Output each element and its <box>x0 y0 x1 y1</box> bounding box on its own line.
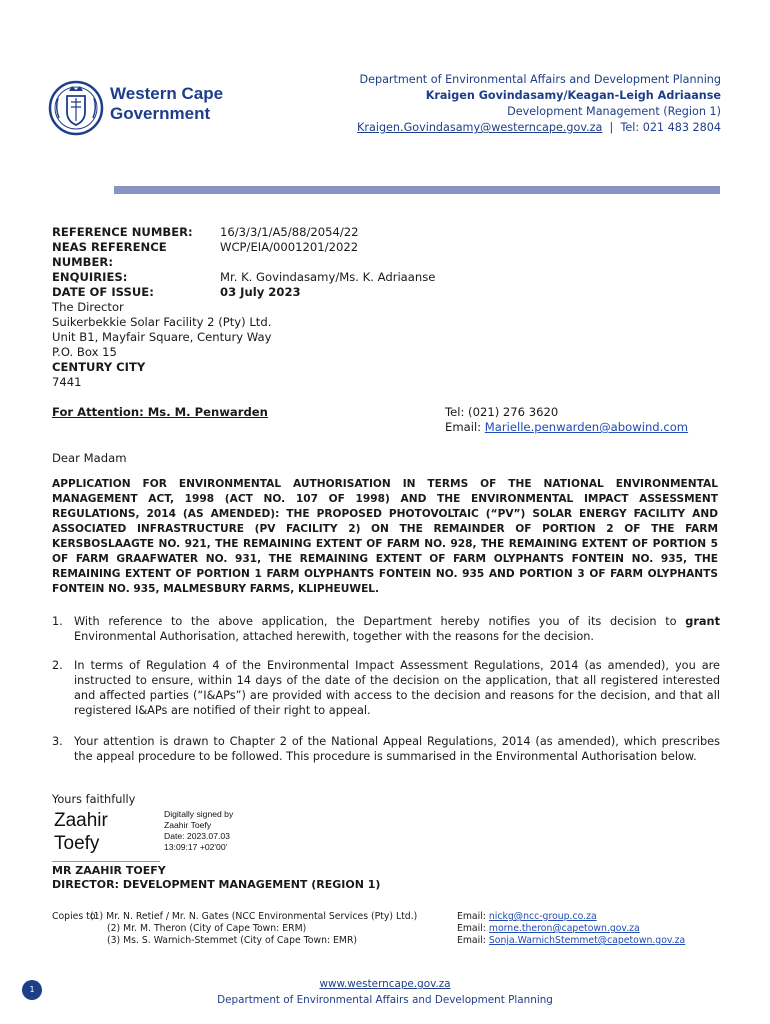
logo-line-2: Government <box>110 104 211 123</box>
signature-detail-line: 13:09:17 +02'00' <box>164 842 228 852</box>
reference-value: 16/3/3/1/A5/88/2054/22 <box>220 225 359 239</box>
signature-detail-line: Digitally signed by <box>164 809 234 819</box>
separator: | <box>609 121 614 134</box>
footer-department: Department of Environmental Affairs and Development Planning <box>217 994 553 1006</box>
email-label: Email: <box>457 935 486 946</box>
email-label: Email: <box>457 911 486 922</box>
paragraph-1 <box>52 614 720 644</box>
recipient-email-link[interactable]: Marielle.penwarden@abowind.com <box>484 420 689 434</box>
page-number-badge: 1 <box>22 980 42 1000</box>
department-name: Department of Environmental Affairs and Development Planning <box>359 73 721 86</box>
copy-email-link[interactable]: morne.theron@capetown.gov.za <box>488 923 640 934</box>
digital-signature <box>52 805 272 865</box>
reference-value: WCP/EIA/0001201/2022 <box>220 240 359 254</box>
reference-row <box>52 270 435 285</box>
address-city: CENTURY CITY <box>52 360 146 374</box>
attention-line: For Attention: Ms. M. Penwarden <box>52 405 268 419</box>
reference-row <box>52 285 435 300</box>
address-line: Suikerbekkie Solar Facility 2 (Pty) Ltd. <box>52 315 272 329</box>
subject-heading: APPLICATION FOR ENVIRONMENTAL AUTHORISATION IN TERMS OF THE NATIONAL ENVIRONMENTAL MANAGEMENT ACT, 1998 (ACT NO. 107 OF 1998) AND THE ENVIRONMENTAL IMPACT ASSESSMENT REGULATIONS, 2014 (AS AMENDED): THE PROPOSED PHOTOVOLTAIC (“PV”) SOLAR ENERGY FACILITY AND ASSOCIATED INFRASTRUCTURE (PV FACILITY 2) ON THE REMAINDER OF PORTION 2 OF THE FARM KERSBOSLAAGTE NO. 921, THE REMAINING EXTENT OF FARM NO. 928, THE REMAINING EXTENT OF PORTION 5 OF FARM GRAAFWATER NO. 931, THE REMAINING EXTENT OF FARM OLYPHANTS FONTEIN NO. 935, THE REMAINING EXTENT OF PORTION 1 FARM OLYPHANTS FONTEIN NO. 935 AND PORTION 3 OF FARM OLYPHANTS FONTEIN NO. 935, MALMESBURY FARMS, KLIPHEUWEL. <box>52 478 718 595</box>
closing: Yours faithfully <box>52 793 136 806</box>
signature-detail-line: Zaahir Toefy <box>164 820 212 830</box>
header-divider <box>114 186 720 194</box>
coat-of-arms-icon <box>48 74 104 144</box>
signer-name: MR ZAAHIR TOEFY <box>52 864 166 877</box>
signature-detail-line: Date: 2023.07.03 <box>164 831 230 841</box>
address-line: P.O. Box 15 <box>52 345 117 359</box>
logo-line-1: Western Cape <box>110 84 224 103</box>
reference-label: NEAS REFERENCE NUMBER: <box>52 240 167 269</box>
address-postcode: 7441 <box>52 375 82 389</box>
paragraph-number: 2. <box>52 659 63 672</box>
reference-row <box>52 225 435 240</box>
copy-recipient: (1) Mr. N. Retief / Mr. N. Gates (NCC Environmental Services (Pty) Ltd.) <box>90 911 418 922</box>
contact-names: Kraigen Govindasamy/Keagan-Leigh Adriaanse <box>425 89 721 102</box>
recipient-address <box>52 300 271 390</box>
reference-value: 03 July 2023 <box>220 285 301 299</box>
page-footer <box>0 976 770 1008</box>
email-label: Email: <box>457 923 486 934</box>
copy-recipient: (2) Mr. M. Theron (City of Cape Town: ERM) <box>107 923 307 934</box>
paragraph-number: 3. <box>52 735 63 748</box>
website-link[interactable]: www.westerncape.gov.za <box>319 978 451 990</box>
reference-label: DATE OF ISSUE: <box>52 285 154 299</box>
salutation: Dear Madam <box>52 451 127 465</box>
copies-label: Copies to: <box>52 911 99 922</box>
header-email-link[interactable]: Kraigen.Govindasamy@westerncape.gov.za <box>357 121 603 134</box>
signer-block <box>52 864 380 892</box>
reference-block <box>52 225 435 300</box>
address-line: The Director <box>52 300 124 314</box>
western-cape-government-logo <box>48 72 248 148</box>
reference-label: ENQUIRIES: <box>52 270 128 284</box>
header-tel: Tel: 021 483 2804 <box>620 121 721 134</box>
paragraph-bold: grant <box>685 615 720 628</box>
recipient-tel: Tel: (021) 276 3620 <box>445 405 559 419</box>
paragraph-text: In terms of Regulation 4 of the Environmental Impact Assessment Regulations, 2014 (as amended), you are instructed to ensure, within 14 days of the date of the decision on the application, that all registered interested and affected parties (“I&APs”) are provided with access to the decision and reasons for the decision, and that all registered I&APs are notified of their right to appeal. <box>74 659 720 717</box>
paragraph-2 <box>52 658 720 718</box>
signature-first-name: Zaahir <box>54 810 108 831</box>
copy-email-link[interactable]: Sonja.WarnichStemmet@capetown.gov.za <box>488 935 686 946</box>
reference-row <box>52 240 435 270</box>
signature-line <box>52 861 160 862</box>
unit-name: Development Management (Region 1) <box>507 105 721 118</box>
paragraph-text: Your attention is drawn to Chapter 2 of the National Appeal Regulations, 2014 (as amended), which prescribes the appeal procedure to be followed. This procedure is summarised in the Environmental Authorisation below. <box>74 735 720 763</box>
signer-title: DIRECTOR: DEVELOPMENT MANAGEMENT (REGION 1) <box>52 878 381 891</box>
recipient-contact <box>445 405 688 435</box>
paragraph-text: Environmental Authorisation, attached herewith, together with the reasons for the decision. <box>74 630 595 643</box>
signature-last-name: Toefy <box>54 833 100 854</box>
signature-details <box>164 809 233 853</box>
reference-label: REFERENCE NUMBER: <box>52 225 193 239</box>
paragraph-3 <box>52 734 720 764</box>
letterhead-contact-block <box>357 72 721 136</box>
reference-value: Mr. K. Govindasamy/Ms. K. Adriaanse <box>220 270 436 284</box>
copy-email-link[interactable]: nickg@ncc-group.co.za <box>488 911 597 922</box>
email-label: Email: <box>445 420 482 434</box>
copy-recipient: (3) Ms. S. Warnich-Stemmet (City of Cape Town: EMR) <box>107 935 358 946</box>
address-line: Unit B1, Mayfair Square, Century Way <box>52 330 272 344</box>
paragraph-number: 1. <box>52 615 63 628</box>
paragraph-text: With reference to the above application, the Department hereby notifies you of its decision to <box>74 615 686 628</box>
